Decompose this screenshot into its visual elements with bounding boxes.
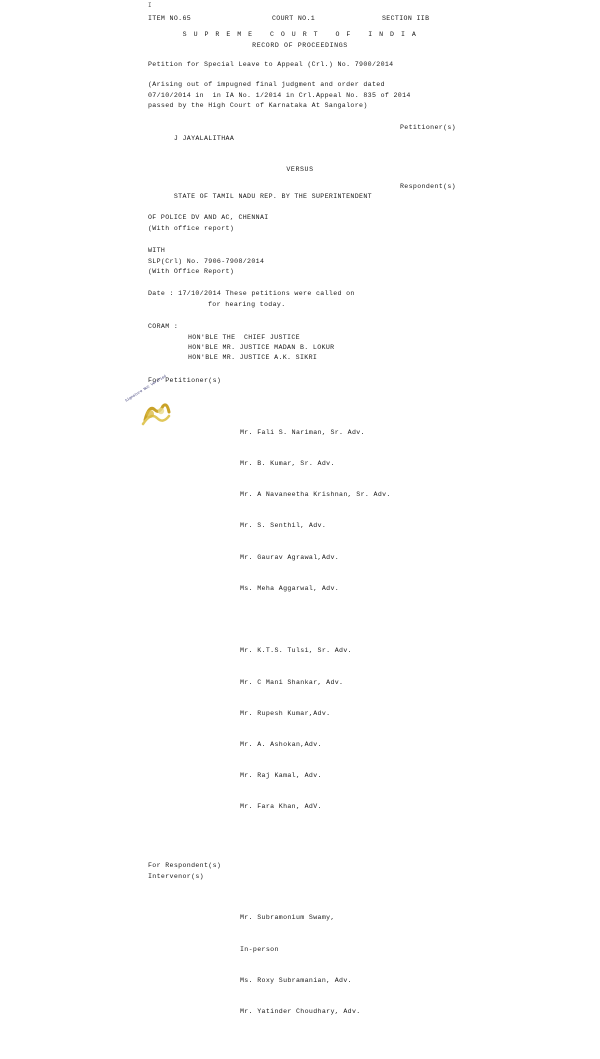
counsel-name-spacer [240, 615, 600, 625]
counsel-name: Mr. S. Senthil, Adv. [240, 522, 327, 530]
counsel-name: Mr. A Navaneetha Krishnan, Sr. Adv. [240, 491, 391, 499]
court-number: COURT NO.1 [272, 15, 316, 22]
page-top-mark: I [148, 2, 152, 9]
petitioner-name: J JAYALALITHAA [173, 134, 235, 142]
counsel-name: Mr. B. Kumar, Sr. Adv. [240, 460, 335, 467]
with-label: WITH [148, 247, 166, 255]
coram-member-3: HON'BLE MR. JUSTICE A.K. SIKRI [188, 354, 318, 362]
coram-label: CORAM : [148, 323, 179, 331]
with-slp-number: SLP(Crl) No. 7906-7908/2014 [148, 257, 265, 265]
section-number: SECTION IIB [382, 15, 430, 22]
with-office-report: (With Office Report) [148, 267, 235, 275]
coram-member-1: HON'BLE THE CHIEF JUSTICE [188, 333, 300, 341]
counsel-name: Mr. Raj Kamal, Adv. [240, 772, 322, 780]
counsel-label-respondent: For Respondent(s) Intervenor(s) [148, 862, 222, 880]
respondent-line-3: (With office report) [148, 224, 235, 232]
counsel-name: Mr. K.T.S. Tulsi, Sr. Adv. [240, 647, 352, 655]
counsel-name: Mr. C Mani Shankar, Adv. [240, 678, 344, 686]
petitioner-row [148, 123, 600, 154]
hearing-date-line: Date : 17/10/2014 These petitions were called on [148, 290, 355, 298]
versus-label: VERSUS [286, 165, 314, 173]
counsel-name: Mr. A. Ashokan,Adv. [240, 740, 322, 748]
counsel-name: Ms. Meha Aggarwal, Adv. [240, 584, 340, 592]
arising-line-2: 07/10/2014 in in IA No. 1/2014 in Crl.Appeal No. 835 of 2014 [148, 91, 411, 99]
counsel-name: Mr. Yatinder Choudhary, Adv. [240, 1008, 361, 1016]
counsel-name: Mr. Fali S. Nariman, Sr. Adv. [240, 428, 365, 436]
counsel-name: Ms. Roxy Subramanian, Adv. [240, 976, 352, 984]
counsel-name: In-person [240, 945, 279, 953]
petition-line: Petition for Special Leave to Appeal (Crl.) No. 7900/2014 [148, 60, 394, 68]
arising-line-3: passed by the High Court of Karnataka At Sangalore) [148, 102, 368, 110]
respondent-row [148, 182, 600, 213]
court-title: S U P R E M E C O U R T O F I N D I A [182, 31, 418, 38]
counsel-names-respondent [240, 893, 600, 1039]
coram-member-2: HON'BLE MR. JUSTICE MADAN B. LOKUR [188, 343, 335, 351]
counsel-name: Mr. Fara Khan, AdV. [240, 803, 322, 811]
respondent-label: Respondent(s) [400, 183, 456, 191]
counsel-block-petitioner [148, 376, 600, 855]
record-of-proceedings-title: RECORD OF PROCEEDINGS [252, 42, 348, 50]
counsel-name: Mr. Subramonium Swamy, [240, 914, 335, 922]
counsel-names-petitioner [240, 407, 600, 834]
petitioner-label: Petitioner(s) [400, 124, 456, 132]
item-number: ITEM NO.65 [148, 15, 192, 22]
document-header-row [0, 14, 600, 26]
counsel-block-respondent [148, 861, 600, 1059]
respondent-line-1: STATE OF TAMIL NADU REP. BY THE SUPERINTENDENT [173, 193, 372, 201]
signature-stamp-line: Signature Not Verified [125, 374, 168, 404]
hearing-date-line-continued: for hearing today. [208, 300, 286, 308]
counsel-name: Mr. Rupesh Kumar,Adv. [240, 709, 331, 717]
counsel-label-petitioner: For Petitioner(s) [148, 376, 222, 384]
arising-line-1: (Arising out of impugned final judgment and order dated [148, 81, 385, 89]
respondent-line-2: OF POLICE DV AND AC, CHENNAI [148, 214, 269, 222]
counsel-name: Mr. Gaurav Agrawal,Adv. [240, 553, 340, 561]
